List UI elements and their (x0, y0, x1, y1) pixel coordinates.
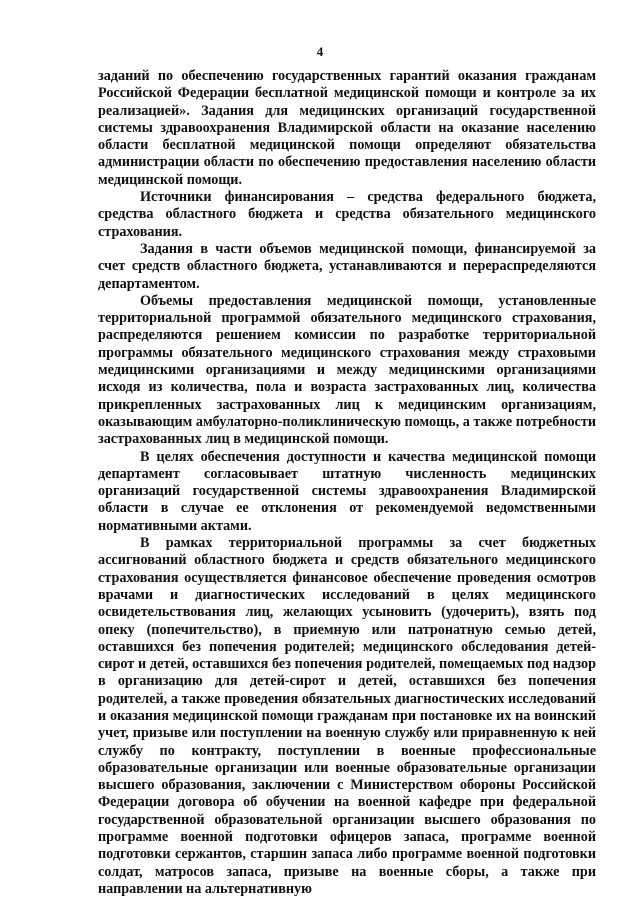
paragraph: Источники финансирования – средства федерального бюджета, средства областного бюджета и средства обязательного медицинского страхования. (98, 189, 596, 240)
paragraph: В рамках территориальной программы за счет бюджетных ассигнований областного бюджета и средств обязательного медицинского страхования осуществляется финансовое обеспечение проведения осмотров врачами и диагностических исследований в целях медицинского освидетельствования лиц, желающих усыновить (удочерить), взять под опеку (попечительство), в приемную или патронатную семью детей, оставшихся без попечения родителей; медицинского обследования детей-сирот и детей, оставшихся без попечения родителей, помещаемых под надзор в организацию для детей-сирот и детей, оставшихся без попечения родителей, а также проведения обязательных диагностических исследований и оказания медицинской помощи гражданам при постановке их на воинский учет, призыве или поступлении на военную службу или приравненную к ней службу по контракту, поступлении в военные профессиональные образовательные организации или военные образовательные организации высшего образования, заключении с Министерством обороны Российской Федерации договора об обучении на военной кафедре при федеральной государственной образовательной организации высшего образования по программе военной подготовки офицеров запаса, программе военной подготовки сержантов, старшин запаса либо программе военной подготовки солдат, матросов запаса, призыве на военные сборы, а также при направлении на альтернативную (98, 535, 596, 897)
paragraph: Задания в части объемов медицинской помощи, финансируемой за счет средств областного бюджета, устанавливаются и перераспределяются департаментом. (98, 240, 596, 292)
paragraph: заданий по обеспечению государственных гарантий оказания гражданам Российской Федерации бесплатной медицинской помощи и контроле за их реализацией». Задания для медицинских организаций государственной системы здравоохранения Владимирской области на оказание населению области бесплатной медицинской помощи определяют обязательства администрации области по обеспечению предоставления населению области медицинской помощи. (98, 68, 596, 188)
paragraph: В целях обеспечения доступности и качества медицинской помощи департамент согласовывает штатную численность медицинских организаций государственной системы здравоохранения Владимирской области в случае ее отклонения от рекомендуемой ведомственными нормативными актами. (98, 448, 596, 534)
paragraph: Объемы предоставления медицинской помощи, установленные территориальной программой обязательного медицинского страхования, распределяются решением комиссии по разработке территориальной программы обязательного медицинского страхования между страховыми медицинскими организациями и между медицинскими организациями исходя из количества, пола и возраста застрахованных лиц, количества прикрепленных застрахованных лиц к медицинским организациям, оказывающим амбулаторно-поликлиническую помощь, а также потребности застрахованных лиц в медицинской помощи. (98, 292, 596, 448)
page-number: 4 (316, 44, 324, 59)
document-body (98, 68, 596, 898)
